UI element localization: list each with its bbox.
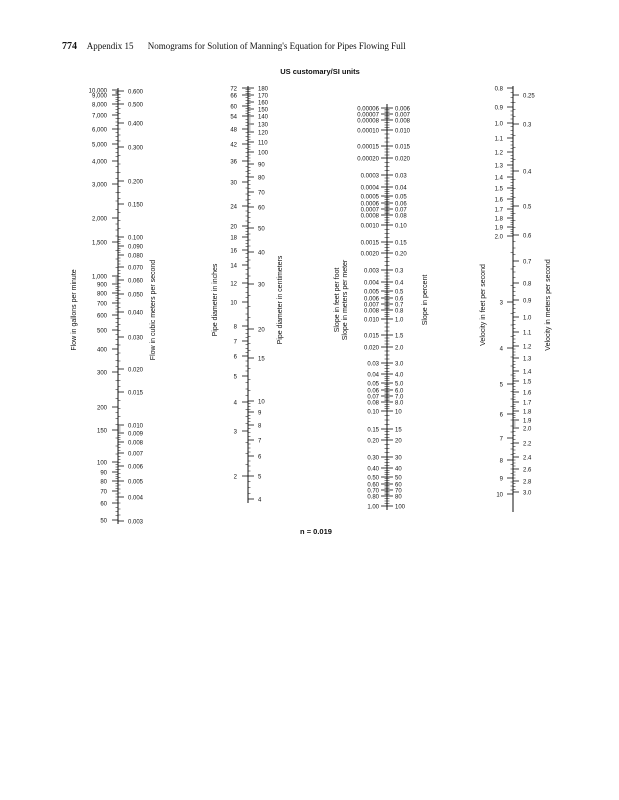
diameter-left-axis-title: Pipe diameter in inches (212, 263, 219, 337)
diameter-right-axis-title: Pipe diameter in centimeters (277, 255, 284, 345)
diameter-left-tick-label: 8 (233, 324, 237, 331)
diameter-right-tick-label: 50 (258, 226, 265, 233)
slope-scale (334, 104, 429, 510)
velocity-right-tick-label: 3.0 (523, 490, 532, 497)
diameter-right-tick-label: 6 (258, 454, 262, 461)
flow-right-tick-label: 0.003 (128, 519, 144, 526)
slope-right-tick-label: 60 (395, 482, 402, 489)
diameter-right-tick-label: 110 (258, 140, 268, 147)
velocity-left-tick-label: 1.6 (494, 197, 503, 204)
slope-left-tick-label: 0.004 (363, 280, 379, 287)
diameter-left-tick-label: 7 (233, 339, 237, 346)
flow-right-tick-label: 0.080 (128, 253, 144, 260)
velocity-right-tick-label: 2.4 (523, 455, 532, 462)
slope-left-tick-label: 0.007 (363, 302, 379, 309)
velocity-right-tick-label: 2.2 (523, 441, 532, 448)
slope-left-tick-label: 0.00015 (357, 144, 379, 151)
slope-right-tick-label: 0.7 (395, 302, 404, 309)
velocity-right-tick-label: 1.9 (523, 418, 532, 425)
slope-left-tick-label: 0.70 (367, 488, 379, 495)
flow-left-tick-label: 200 (96, 405, 107, 412)
diameter-right-tick-label: 30 (258, 282, 265, 289)
slope-right-tick-label: 0.03 (395, 173, 407, 180)
slope-right-tick-label: 4.0 (395, 372, 404, 379)
slope-right-tick-label: 0.15 (395, 240, 407, 247)
velocity-left-tick-label: 1.9 (494, 225, 503, 232)
velocity-left-tick-label: 1.8 (494, 216, 503, 223)
flow-right-tick-label: 0.150 (128, 202, 144, 209)
flow-right-tick-label: 0.200 (128, 179, 144, 186)
diameter-left-tick-label: 60 (230, 104, 237, 111)
velocity-right-tick-label: 1.1 (523, 330, 532, 337)
slope-left-tick-label: 0.0020 (360, 251, 379, 258)
flow-left-tick-label: 50 (100, 518, 107, 525)
diameter-left-tick-label: 36 (230, 159, 237, 166)
diameter-right-tick-label: 140 (258, 114, 269, 121)
flow-right-tick-label: 0.005 (128, 479, 144, 486)
velocity-right-tick-label: 1.2 (523, 344, 532, 351)
slope-left-tick-label: 0.10 (367, 409, 379, 416)
flow-left-tick-label: 80 (100, 479, 107, 486)
slope-left-axis-title-2: Slope in meters per meter (342, 259, 349, 341)
flow-right-tick-label: 0.015 (128, 390, 144, 397)
slope-left-tick-label: 0.04 (367, 372, 379, 379)
slope-right-tick-label: 50 (395, 475, 402, 482)
velocity-left-tick-label: 1.0 (494, 121, 503, 128)
slope-left-tick-label: 0.020 (363, 345, 379, 352)
flow-left-tick-label: 150 (96, 428, 107, 435)
flow-left-tick-label: 4,000 (91, 159, 107, 166)
flow-right-tick-label: 0.010 (128, 423, 144, 430)
flow-right-tick-label: 0.008 (128, 440, 144, 447)
diameter-right-tick-label: 100 (258, 150, 269, 157)
scales-layer (71, 86, 552, 525)
slope-right-tick-label: 80 (395, 494, 402, 501)
flow-left-tick-label: 7,000 (91, 113, 107, 120)
flow-right-tick-label: 0.500 (128, 102, 144, 109)
flow-left-tick-label: 8,000 (91, 102, 107, 109)
diameter-right-tick-label: 180 (258, 86, 269, 93)
flow-right-axis-title: Flow in cubic meters per second (150, 259, 157, 361)
velocity-left-axis-title: Velocity in feet per second (480, 264, 487, 346)
diameter-right-tick-label: 8 (258, 423, 262, 430)
appendix-label: Appendix 15 (86, 41, 134, 51)
diameter-left-tick-label: 18 (230, 235, 237, 242)
slope-left-tick-label: 0.80 (367, 494, 379, 501)
slope-right-tick-label: 6.0 (395, 388, 404, 395)
flow-right-tick-label: 0.400 (128, 121, 144, 128)
diameter-right-tick-label: 40 (258, 250, 265, 257)
velocity-right-tick-label: 2.6 (523, 467, 532, 474)
flow-left-tick-label: 6,000 (91, 127, 107, 134)
velocity-right-tick-label: 2.0 (523, 426, 532, 433)
slope-left-tick-label: 0.00008 (357, 118, 379, 125)
slope-right-tick-label: 0.4 (395, 280, 404, 287)
diameter-left-tick-label: 72 (230, 86, 237, 93)
flow-right-tick-label: 0.007 (128, 451, 144, 458)
flow-right-tick-label: 0.100 (128, 235, 144, 242)
slope-left-tick-label: 0.0004 (360, 185, 379, 192)
velocity-left-tick-label: 8 (499, 458, 503, 465)
flow-right-tick-label: 0.060 (128, 278, 144, 285)
flow-left-axis-title: Flow in gallons per minute (71, 269, 78, 351)
diameter-left-tick-label: 10 (230, 300, 237, 307)
diameter-left-tick-label: 5 (233, 374, 237, 381)
slope-left-tick-label: 0.00020 (357, 156, 379, 163)
velocity-left-tick-label: 1.1 (494, 136, 503, 143)
slope-left-tick-label: 0.003 (363, 268, 379, 275)
slope-left-tick-label: 0.30 (367, 455, 379, 462)
velocity-right-tick-label: 1.7 (523, 400, 532, 407)
diameter-right-tick-label: 7 (258, 438, 262, 445)
flow-right-tick-label: 0.009 (128, 431, 144, 438)
velocity-left-tick-label: 5 (499, 382, 503, 389)
diameter-right-tick-label: 60 (258, 205, 265, 212)
slope-right-tick-label: 0.08 (395, 213, 407, 220)
diameter-right-tick-label: 130 (258, 122, 269, 129)
diagram-title: US customary/SI units (280, 67, 360, 76)
slope-left-tick-label: 0.005 (363, 289, 379, 296)
slope-left-tick-label: 0.05 (367, 381, 379, 388)
n-value-label: n = 0.019 (300, 527, 332, 536)
velocity-left-tick-label: 10 (496, 492, 503, 499)
flow-left-tick-label: 10,000 (88, 88, 107, 95)
slope-right-tick-label: 70 (395, 488, 402, 495)
flow-scale (71, 88, 157, 525)
slope-left-tick-label: 0.07 (367, 394, 379, 401)
diameter-right-tick-label: 120 (258, 130, 269, 137)
flow-left-tick-label: 800 (96, 291, 107, 298)
slope-right-tick-label: 0.8 (395, 308, 404, 315)
velocity-right-tick-label: 1.5 (523, 379, 532, 386)
slope-right-tick-label: 15 (395, 427, 402, 434)
flow-left-tick-label: 1,000 (91, 274, 107, 281)
diameter-right-tick-label: 20 (258, 327, 265, 334)
slope-right-tick-label: 20 (395, 438, 402, 445)
diameter-left-tick-label: 3 (233, 429, 237, 436)
diameter-left-tick-label: 16 (230, 248, 237, 255)
slope-left-tick-label: 0.0010 (360, 223, 379, 230)
slope-left-tick-label: 1.00 (367, 504, 379, 511)
diameter-scale (212, 86, 284, 503)
diameter-right-tick-label: 9 (258, 410, 262, 417)
velocity-right-tick-label: 0.8 (523, 281, 532, 288)
slope-right-tick-label: 0.3 (395, 268, 404, 275)
diameter-left-tick-label: 42 (230, 142, 237, 149)
slope-right-tick-label: 0.007 (395, 112, 411, 119)
flow-right-tick-label: 0.030 (128, 335, 144, 342)
velocity-left-tick-label: 1.5 (494, 186, 503, 193)
velocity-scale (480, 86, 552, 512)
flow-left-tick-label: 3,000 (91, 182, 107, 189)
diameter-right-tick-label: 5 (258, 474, 262, 481)
slope-right-tick-label: 0.008 (395, 118, 411, 125)
flow-right-tick-label: 0.600 (128, 89, 144, 96)
slope-right-axis-title: Slope in percent (422, 274, 429, 326)
velocity-right-tick-label: 0.9 (523, 298, 532, 305)
velocity-right-tick-label: 2.8 (523, 479, 532, 486)
slope-left-tick-label: 0.06 (367, 388, 379, 395)
velocity-right-tick-label: 0.7 (523, 259, 532, 266)
flow-left-tick-label: 700 (96, 301, 107, 308)
diameter-left-tick-label: 2 (233, 474, 237, 481)
diameter-right-tick-label: 170 (258, 93, 269, 100)
velocity-left-tick-label: 3 (499, 300, 503, 307)
slope-right-tick-label: 0.5 (395, 289, 404, 296)
diameter-left-tick-label: 12 (230, 281, 237, 288)
flow-left-tick-label: 70 (100, 489, 107, 496)
slope-right-tick-label: 0.10 (395, 223, 407, 230)
velocity-right-tick-label: 0.25 (523, 93, 535, 100)
diameter-left-tick-label: 24 (230, 204, 237, 211)
flow-right-tick-label: 0.006 (128, 464, 144, 471)
velocity-left-tick-label: 1.3 (494, 163, 503, 170)
slope-left-tick-label: 0.0006 (360, 201, 379, 208)
velocity-right-tick-label: 0.5 (523, 204, 532, 211)
flow-right-tick-label: 0.020 (128, 367, 144, 374)
slope-right-tick-label: 40 (395, 466, 402, 473)
velocity-left-tick-label: 2.0 (494, 234, 503, 241)
slope-left-tick-label: 0.0007 (360, 207, 379, 214)
flow-right-tick-label: 0.040 (128, 310, 144, 317)
slope-left-tick-label: 0.00006 (357, 106, 379, 113)
flow-left-tick-label: 300 (96, 370, 107, 377)
flow-left-tick-label: 1,500 (91, 240, 107, 247)
slope-left-tick-label: 0.40 (367, 466, 379, 473)
slope-right-tick-label: 8.0 (395, 400, 404, 407)
velocity-right-tick-label: 1.0 (523, 315, 532, 322)
diameter-left-tick-label: 4 (233, 400, 237, 407)
slope-left-tick-label: 0.15 (367, 427, 379, 434)
slope-right-tick-label: 2.0 (395, 345, 404, 352)
diameter-left-tick-label: 54 (230, 114, 237, 121)
diameter-right-tick-label: 70 (258, 190, 265, 197)
slope-left-tick-label: 0.0008 (360, 213, 379, 220)
diameter-right-tick-label: 15 (258, 356, 265, 363)
velocity-left-tick-label: 1.7 (494, 207, 503, 214)
velocity-right-tick-label: 1.8 (523, 409, 532, 416)
flow-left-tick-label: 900 (96, 282, 107, 289)
slope-left-tick-label: 0.03 (367, 361, 379, 368)
velocity-left-tick-label: 6 (499, 412, 503, 419)
slope-right-tick-label: 1.0 (395, 317, 404, 324)
velocity-left-tick-label: 7 (499, 436, 503, 443)
slope-right-tick-label: 0.06 (395, 201, 407, 208)
slope-right-tick-label: 10 (395, 409, 402, 416)
flow-left-tick-label: 500 (96, 328, 107, 335)
velocity-left-tick-label: 1.2 (494, 150, 503, 157)
flow-left-tick-label: 2,000 (91, 216, 107, 223)
flow-left-tick-label: 400 (96, 347, 107, 354)
diameter-left-tick-label: 6 (233, 354, 237, 361)
velocity-right-tick-label: 0.6 (523, 233, 532, 240)
slope-left-tick-label: 0.015 (363, 333, 379, 340)
flow-left-tick-label: 600 (96, 313, 107, 320)
velocity-left-tick-label: 9 (499, 476, 503, 483)
slope-right-tick-label: 0.04 (395, 185, 407, 192)
slope-left-axis-title: Slope in feet per foot (334, 267, 341, 333)
diameter-right-tick-label: 4 (258, 497, 262, 504)
slope-right-tick-label: 30 (395, 455, 402, 462)
flow-right-tick-label: 0.090 (128, 244, 144, 251)
flow-left-tick-label: 100 (96, 460, 107, 467)
slope-left-tick-label: 0.60 (367, 482, 379, 489)
slope-left-tick-label: 0.010 (363, 317, 379, 324)
diameter-left-tick-label: 48 (230, 127, 237, 134)
slope-right-tick-label: 0.020 (395, 156, 411, 163)
slope-right-tick-label: 0.20 (395, 251, 407, 258)
flow-left-tick-label: 90 (100, 470, 107, 477)
page-running-title: Nomograms for Solution of Manning's Equation for Pipes Flowing Full (147, 41, 406, 51)
page-number: 774 (62, 41, 77, 52)
slope-right-tick-label: 5.0 (395, 381, 404, 388)
slope-left-tick-label: 0.006 (363, 296, 379, 303)
slope-left-tick-label: 0.00007 (357, 112, 379, 119)
diameter-left-tick-label: 30 (230, 180, 237, 187)
slope-right-tick-label: 7.0 (395, 394, 404, 401)
slope-left-tick-label: 0.0015 (360, 240, 379, 247)
flow-left-tick-label: 60 (100, 501, 107, 508)
flow-right-tick-label: 0.070 (128, 265, 144, 272)
velocity-right-tick-label: 0.3 (523, 122, 532, 129)
diameter-right-tick-label: 150 (258, 107, 269, 114)
diameter-right-tick-label: 160 (258, 100, 269, 107)
diameter-left-tick-label: 14 (230, 263, 237, 270)
velocity-right-axis-title: Velocity in meters per second (545, 259, 552, 351)
diameter-right-tick-label: 10 (258, 399, 265, 406)
slope-right-tick-label: 0.07 (395, 207, 407, 214)
velocity-left-tick-label: 0.9 (494, 105, 503, 112)
slope-right-tick-label: 0.6 (395, 296, 404, 303)
slope-left-tick-label: 0.08 (367, 400, 379, 407)
slope-right-tick-label: 1.5 (395, 333, 404, 340)
slope-right-tick-label: 0.006 (395, 106, 411, 113)
diameter-right-tick-label: 90 (258, 162, 265, 169)
flow-right-tick-label: 0.050 (128, 292, 144, 299)
diameter-left-tick-label: 20 (230, 224, 237, 231)
slope-left-tick-label: 0.0005 (360, 194, 379, 201)
slope-right-tick-label: 3.0 (395, 361, 404, 368)
flow-left-tick-label: 9,000 (91, 93, 107, 100)
slope-right-tick-label: 0.015 (395, 144, 411, 151)
flow-right-tick-label: 0.004 (128, 495, 144, 502)
velocity-right-tick-label: 0.4 (523, 169, 532, 176)
slope-left-tick-label: 0.20 (367, 438, 379, 445)
velocity-left-tick-label: 1.4 (494, 175, 503, 182)
velocity-right-tick-label: 1.6 (523, 390, 532, 397)
slope-left-tick-label: 0.00010 (357, 128, 379, 135)
velocity-right-tick-label: 1.4 (523, 369, 532, 376)
slope-right-tick-label: 0.010 (395, 128, 411, 135)
slope-left-tick-label: 0.0003 (360, 173, 379, 180)
diameter-left-tick-label: 66 (230, 93, 237, 100)
slope-right-tick-label: 0.05 (395, 194, 407, 201)
slope-right-tick-label: 100 (395, 504, 406, 511)
slope-left-tick-label: 0.50 (367, 475, 379, 482)
velocity-left-tick-label: 4 (499, 346, 503, 353)
velocity-left-tick-label: 0.8 (494, 86, 503, 93)
flow-left-tick-label: 5,000 (91, 142, 107, 149)
slope-left-tick-label: 0.008 (363, 308, 379, 315)
diameter-right-tick-label: 80 (258, 175, 265, 182)
flow-right-tick-label: 0.300 (128, 145, 144, 152)
velocity-right-tick-label: 1.3 (523, 356, 532, 363)
